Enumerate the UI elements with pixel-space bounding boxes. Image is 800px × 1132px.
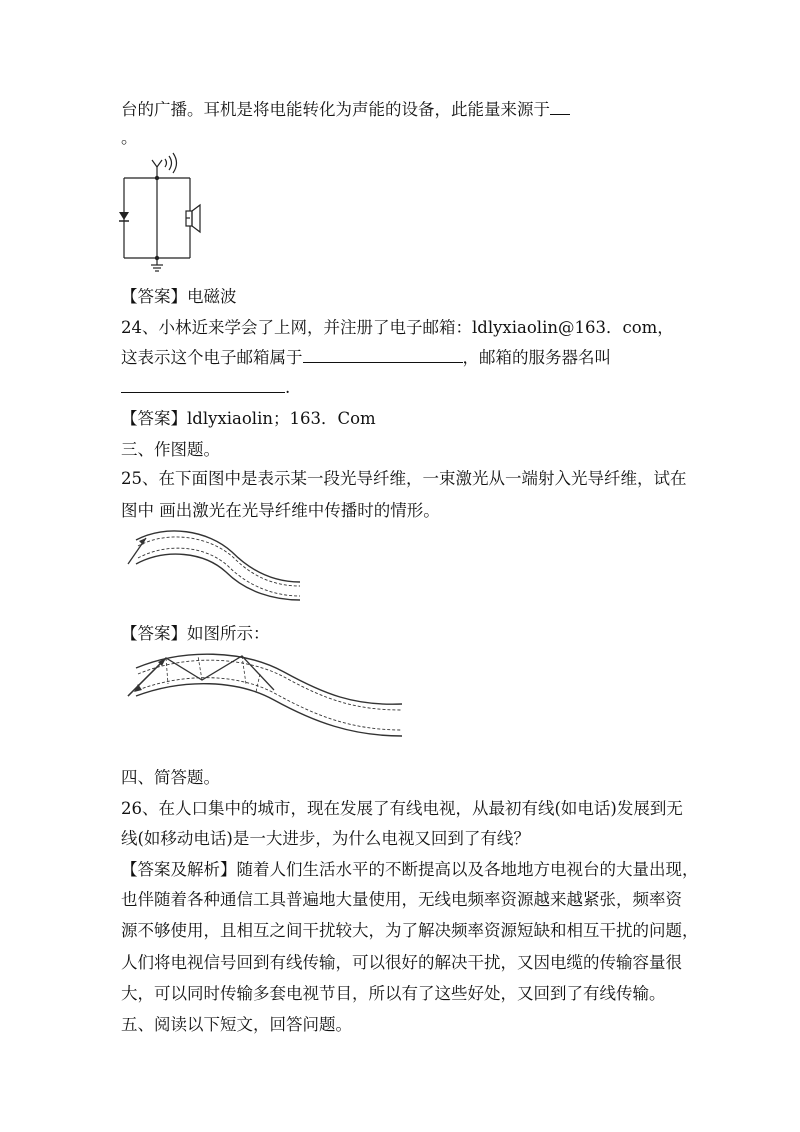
q23-line-2: 。 <box>121 128 138 147</box>
q26-answer-line-2: 也伴随着各种通信工具普遍地大量使用，无线电频率资源越来越紧张，频率资 <box>121 890 682 909</box>
q24-text-b: ，邮箱的服务器名叫 <box>462 348 611 367</box>
q26-answer-line-1: 【答案及解析】随着人们生活水平的不断提高以及各地地方电视台的大量出现， <box>121 860 699 879</box>
q24-blank-2 <box>121 376 285 393</box>
q24-text-a: 这表示这个电子邮箱属于 <box>121 348 303 367</box>
radio-circuit-figure <box>112 148 212 273</box>
q23-text: 台的广播。耳机是将电能转化为声能的设备，此能量来源于 <box>121 100 550 119</box>
optical-fiber-answer-figure <box>124 650 408 740</box>
q24-answer: 【答案】ldlyxiaolin；163．Com <box>121 409 376 428</box>
q24-line-2 <box>121 346 611 370</box>
q26-line-2: 线(如移动电话)是一大进步，为什么电视又回到了有线？ <box>121 829 530 848</box>
section-4-heading: 四、简答题。 <box>121 768 220 787</box>
section-5-heading: 五、阅读以下短文，回答问题。 <box>121 1015 352 1034</box>
q25-line-2: 图中 画出激光在光导纤维中传播时的情形。 <box>121 501 440 520</box>
optical-fiber-figure <box>124 524 306 604</box>
q24-line-3-end: . <box>285 378 291 397</box>
q23-blank <box>550 98 570 115</box>
section-3-heading: 三、作图题。 <box>121 440 220 459</box>
q26-answer-line-5: 大，可以同时传输多套电视节目，所以有了这些好处，又回到了有线传输。 <box>121 984 666 1003</box>
q26-answer-line-4: 人们将电视信号回到有线传输，可以很好的解决干扰，又因电缆的传输容量很 <box>121 953 682 972</box>
q23-line-1 <box>121 98 570 122</box>
q26-line-1: 26、在人口集中的城市，现在发展了有线电视，从最初有线(如电话)发展到无 <box>121 799 683 818</box>
q24-blank-1 <box>303 346 463 363</box>
q25-answer: 【答案】如图所示： <box>121 624 270 643</box>
q25-line-1: 25、在下面图中是表示某一段光导纤维，一束激光从一端射入光导纤维，试在 <box>121 469 687 488</box>
q24-line-1: 24、小林近来学会了上网，并注册了电子邮箱：ldlyxiaolin@163．com， <box>121 318 674 337</box>
q24-line-3 <box>121 376 290 400</box>
q23-answer: 【答案】电磁波 <box>121 287 237 306</box>
q26-answer-line-3: 源不够使用，且相互之间干扰较大，为了解决频率资源短缺和相互干扰的问题， <box>121 921 699 940</box>
